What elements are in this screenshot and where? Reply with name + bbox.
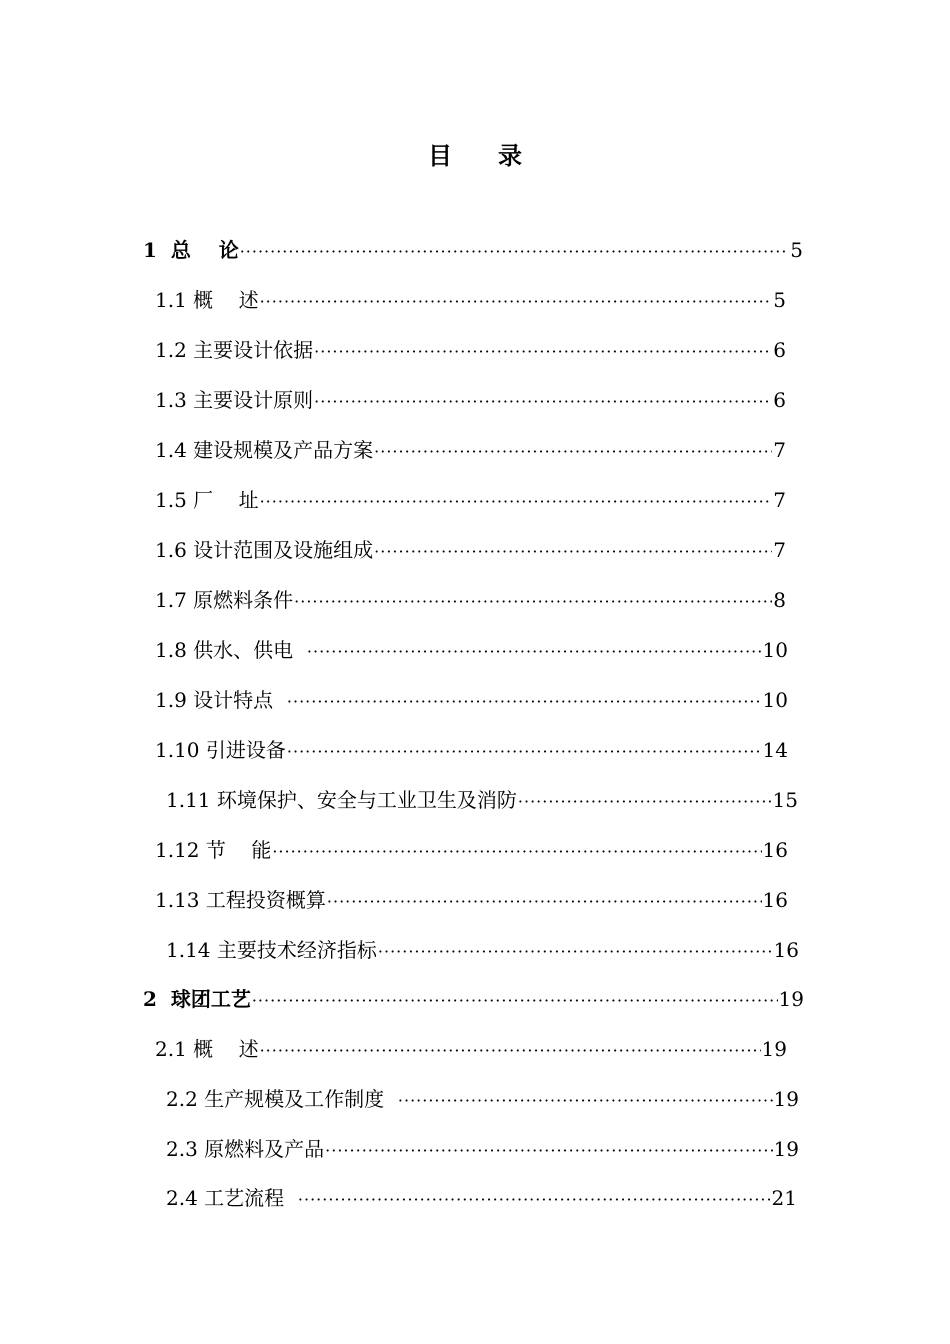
toc-entry[interactable]	[155, 286, 786, 314]
toc-entry[interactable]	[155, 686, 788, 714]
toc-entry-page: 6	[773, 388, 786, 412]
toc-entry-label: 1.11 环境保护、安全与工业卫生及消防	[166, 788, 517, 812]
dot-leader	[314, 388, 772, 416]
dot-leader	[287, 688, 762, 716]
dot-leader	[294, 588, 772, 616]
toc-entry-label: 2.4 工艺流程	[166, 1186, 297, 1210]
toc-entry-label: 1.3 主要设计原则	[155, 388, 314, 412]
page-title	[0, 136, 950, 171]
dot-leader	[314, 338, 772, 366]
toc-entry-page: 10	[762, 638, 788, 662]
toc-entry[interactable]	[166, 1085, 799, 1113]
toc-entry-label: 2.1 概 述	[155, 1037, 259, 1061]
dot-leader	[327, 888, 762, 916]
toc-entry[interactable]	[166, 786, 798, 814]
toc-entry-page: 14	[762, 738, 788, 762]
toc-entry-label: 1.8 供水、供电	[155, 638, 306, 662]
toc-entry-label: 1 总 论	[143, 238, 239, 262]
toc-entry[interactable]	[166, 1184, 797, 1212]
title-char-left: 目	[428, 141, 452, 170]
toc-entry-page: 21	[771, 1186, 797, 1210]
toc-entry[interactable]	[155, 536, 786, 564]
toc-entry-label: 1.2 主要设计依据	[155, 338, 314, 362]
toc-entry-page: 15	[772, 788, 798, 812]
toc-entry-page: 5	[773, 288, 786, 312]
toc-entry-label: 1.7 原燃料条件	[155, 588, 294, 612]
toc-entry-page: 7	[773, 488, 786, 512]
toc-entry-page: 16	[762, 838, 788, 862]
title-char-right: 录	[498, 141, 522, 170]
toc-entry-page: 7	[773, 438, 786, 462]
toc-entry[interactable]	[155, 736, 788, 764]
toc-entry-label: 1.9 设计特点	[155, 688, 286, 712]
dot-leader	[287, 738, 762, 766]
toc-entry-page: 8	[773, 588, 786, 612]
toc-entry-page: 16	[773, 938, 799, 962]
toc-entry-label: 1.14 主要技术经济指标	[166, 938, 377, 962]
dot-leader	[325, 1137, 772, 1165]
toc-entry[interactable]	[155, 886, 788, 914]
toc-entry-label: 1.4 建设规模及产品方案	[155, 438, 374, 462]
toc-entry-label: 1.1 概 述	[155, 288, 259, 312]
toc-entry[interactable]	[155, 336, 786, 364]
dot-leader	[518, 788, 772, 816]
toc-entry-page: 10	[762, 688, 788, 712]
toc-entry-label: 1.10 引进设备	[155, 738, 286, 762]
toc-entry[interactable]	[155, 486, 786, 514]
toc-entry-label: 2 球团工艺	[143, 987, 251, 1011]
toc-entry[interactable]	[155, 836, 788, 864]
toc-entry[interactable]	[155, 586, 786, 614]
dot-leader	[298, 1186, 771, 1214]
dot-leader	[260, 288, 773, 316]
dot-leader	[398, 1087, 773, 1115]
toc-entry[interactable]	[166, 936, 799, 964]
dot-leader	[260, 488, 773, 516]
dot-leader	[252, 987, 778, 1015]
dot-leader	[374, 538, 772, 566]
toc-entry[interactable]	[155, 386, 786, 414]
toc-entry-page: 16	[762, 888, 788, 912]
toc-entry[interactable]	[143, 985, 804, 1013]
toc-entry[interactable]	[155, 1035, 787, 1063]
toc-entry[interactable]	[155, 436, 786, 464]
toc-entry-page: 19	[778, 987, 804, 1011]
toc-entry-label: 2.3 原燃料及产品	[166, 1137, 325, 1161]
toc-entry[interactable]	[155, 636, 788, 664]
dot-leader	[240, 238, 790, 266]
toc-entry-page: 6	[773, 338, 786, 362]
toc-entry-page: 19	[761, 1037, 787, 1061]
toc-entry[interactable]	[166, 1135, 799, 1163]
dot-leader	[260, 1037, 761, 1065]
toc-entry-label: 1.5 厂 址	[155, 488, 259, 512]
dot-leader	[374, 438, 772, 466]
dot-leader	[378, 938, 773, 966]
dot-leader	[272, 838, 761, 866]
toc-entry-label: 1.6 设计范围及设施组成	[155, 538, 374, 562]
toc-entry[interactable]	[143, 236, 803, 264]
toc-entry-page: 5	[790, 238, 803, 262]
toc-entry-label: 2.2 生产规模及工作制度	[166, 1087, 397, 1111]
toc-entry-page: 19	[773, 1137, 799, 1161]
toc-entry-page: 7	[773, 538, 786, 562]
toc-entry-page: 19	[773, 1087, 799, 1111]
toc-entry-label: 1.12 节 能	[155, 838, 272, 862]
toc-entry-label: 1.13 工程投资概算	[155, 888, 326, 912]
dot-leader	[307, 638, 762, 666]
